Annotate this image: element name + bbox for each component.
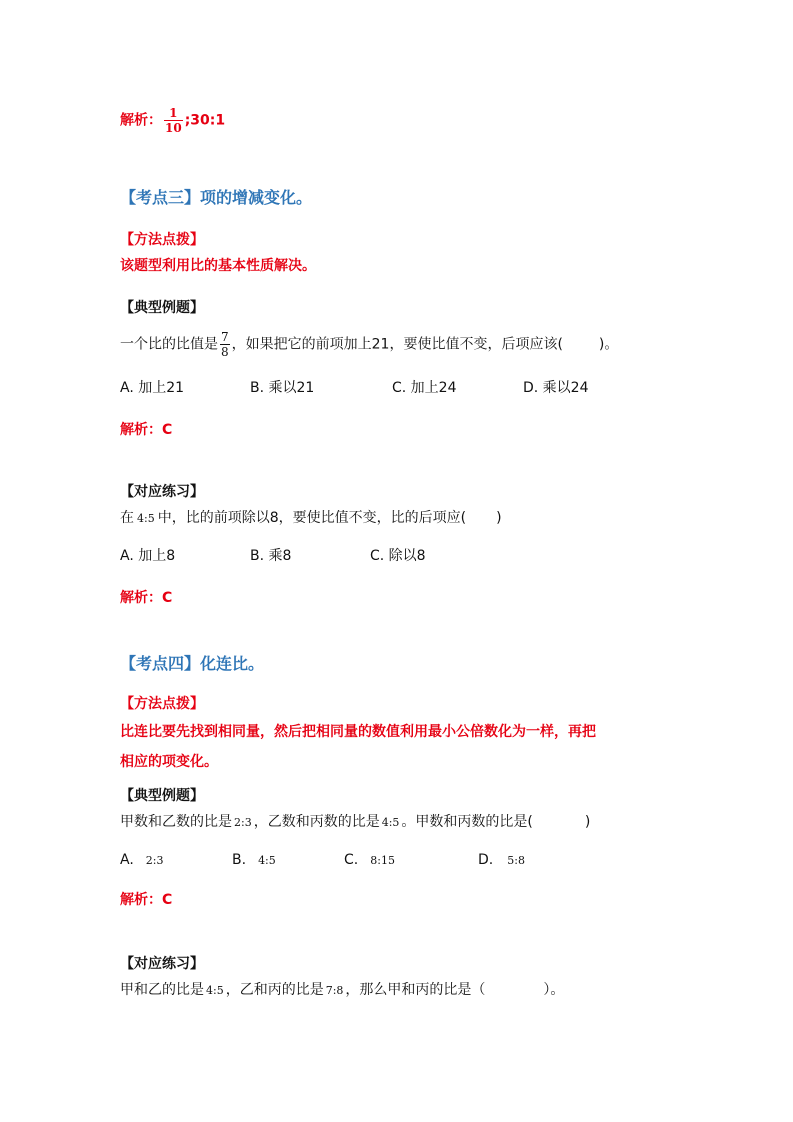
practice-label: 【对应练习】 bbox=[120, 956, 204, 972]
option-c[interactable] bbox=[344, 850, 395, 871]
option-c[interactable]: C. 加上24 bbox=[392, 380, 457, 396]
answer-ratio: ;30:1 bbox=[184, 112, 226, 129]
option-b[interactable]: B. 乘以21 bbox=[250, 380, 315, 396]
option-d[interactable] bbox=[478, 850, 525, 871]
practice-option-b[interactable]: B. 乘8 bbox=[250, 548, 292, 564]
answer-fraction bbox=[164, 106, 183, 135]
section-heading-3: 【考点三】项的增减变化。 bbox=[120, 188, 313, 207]
example-label: 【典型例题】 bbox=[120, 788, 204, 804]
method-text-line-1: 比连比要先找到相同量，然后把相同量的数值利用最小公倍数化为一样，再把 bbox=[120, 724, 596, 740]
section-heading-4: 【考点四】化连比。 bbox=[120, 654, 265, 673]
practice-label: 【对应练习】 bbox=[120, 484, 204, 500]
question-text: 中，比的前项除以8，要使比值不变，比的后项应( bbox=[157, 510, 467, 526]
practice-answer: 解析：C bbox=[120, 590, 173, 606]
answer-line-1 bbox=[120, 106, 225, 135]
option-letter: D. bbox=[478, 852, 494, 868]
ratio: 4:5 bbox=[206, 984, 224, 997]
method-text-line-2: 相应的项变化。 bbox=[120, 754, 218, 770]
question-text: 一个比的比值是 bbox=[120, 336, 218, 353]
practice-question bbox=[120, 508, 502, 529]
practice-question bbox=[120, 980, 564, 1001]
option-d[interactable]: D. 乘以24 bbox=[523, 380, 589, 396]
answer-line-3: 解析：C bbox=[120, 892, 173, 908]
example-label: 【典型例题】 bbox=[120, 300, 204, 316]
question-text: ) bbox=[584, 814, 591, 830]
question-fraction bbox=[220, 330, 230, 359]
option-letter: C. bbox=[344, 852, 359, 868]
fraction-numerator: 1 bbox=[164, 106, 183, 121]
answer-label: 解析： bbox=[120, 112, 162, 129]
question-text: 甲和乙的比是 bbox=[120, 982, 204, 998]
ratio: 4:5 bbox=[381, 816, 400, 829]
option-a[interactable] bbox=[120, 850, 163, 871]
option-b[interactable] bbox=[232, 850, 276, 871]
fraction-denominator: 8 bbox=[221, 345, 229, 359]
option-value: 2:3 bbox=[145, 854, 164, 867]
method-text: 该题型利用比的基本性质解决。 bbox=[120, 258, 316, 274]
fraction-denominator: 10 bbox=[165, 121, 182, 135]
question-text: ，如果把它的前项加上21，要使比值不变，后项应该( bbox=[231, 336, 563, 353]
method-label: 【方法点拨】 bbox=[120, 696, 204, 712]
question-text: 在 bbox=[120, 510, 134, 526]
ratio: 7:8 bbox=[325, 984, 344, 997]
option-value: 4:5 bbox=[258, 854, 276, 867]
question-text: )。 bbox=[598, 336, 619, 353]
answer-line-2: 解析：C bbox=[120, 422, 173, 438]
question-text: ) bbox=[496, 510, 502, 526]
example-question bbox=[120, 812, 590, 833]
practice-option-c[interactable]: C. 除以8 bbox=[370, 548, 426, 564]
question-text: ，那么甲和丙的比是（ bbox=[345, 982, 486, 998]
question-text: ，乙数和丙数的比是 bbox=[253, 814, 380, 830]
question-text: ，乙和丙的比是 bbox=[225, 982, 324, 998]
fraction-numerator: 7 bbox=[221, 330, 229, 344]
option-a[interactable]: A. 加上21 bbox=[120, 380, 185, 396]
question-text: ）。 bbox=[543, 982, 565, 998]
option-letter: A. bbox=[120, 852, 134, 868]
method-label: 【方法点拨】 bbox=[120, 232, 204, 248]
option-value: 8:15 bbox=[370, 854, 395, 867]
example-question bbox=[120, 330, 618, 359]
ratio: 2:3 bbox=[234, 816, 252, 829]
option-letter: B. bbox=[232, 852, 247, 868]
practice-option-a[interactable]: A. 加上8 bbox=[120, 548, 176, 564]
ratio: 4:5 bbox=[137, 512, 155, 525]
question-text: 甲数和乙数的比是 bbox=[120, 814, 232, 830]
question-text: 。甲数和丙数的比是( bbox=[401, 814, 533, 830]
option-value: 5:8 bbox=[507, 854, 525, 867]
